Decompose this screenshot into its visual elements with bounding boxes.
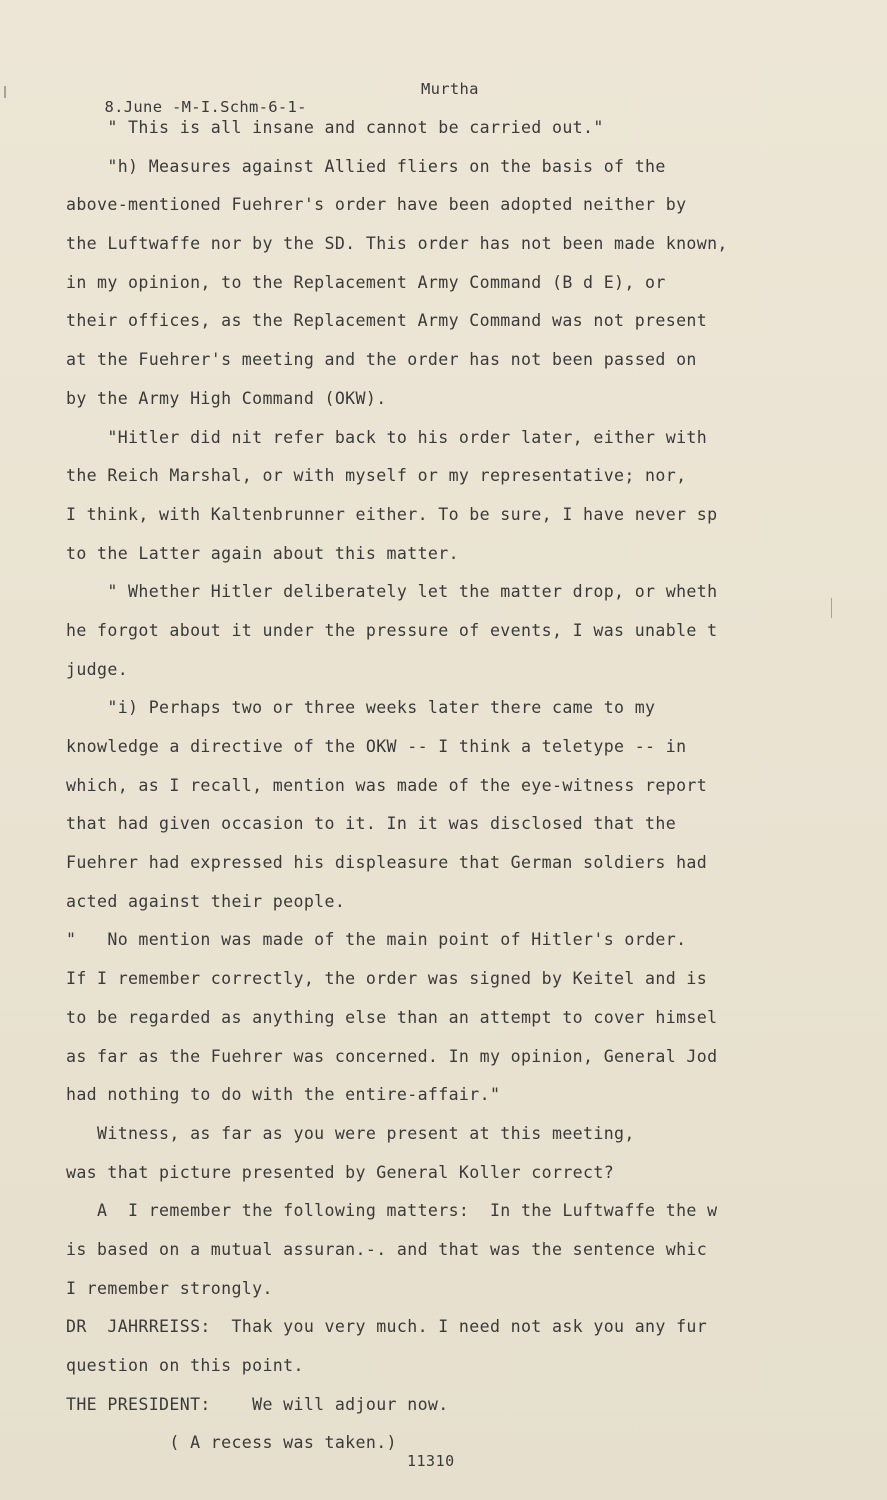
text-line: the Reich Marshal, or with myself or my representative; nor, [66, 466, 687, 486]
transcript-body [66, 113, 811, 1453]
text-line: had nothing to do with the entire-affair." [66, 1085, 501, 1105]
text-line: at the Fuehrer's meeting and the order has not been passed on [66, 350, 697, 370]
text-line: If I remember correctly, the order was signed by Keitel and is [66, 969, 708, 989]
text-line: in my opinion, to the Replacement Army Command (B d E), or [66, 272, 666, 292]
text-line: ( A recess was taken.) [66, 1433, 397, 1453]
text-line: " No mention was made of the main point of Hitler's order. [66, 930, 687, 950]
text-line: acted against their people. [66, 891, 346, 911]
text-line: Fuehrer had expressed his displeasure that German soldiers had [66, 853, 708, 873]
text-line: as far as the Fuehrer was concerned. In my opinion, General Jod [66, 1046, 718, 1066]
text-line: DR JAHRREISS: Thak you very much. I need not ask you any fur [66, 1317, 708, 1337]
text-line: "Hitler did nit refer back to his order later, either with [66, 427, 708, 447]
transcript-reference: 8.June -M-I.Schm-6-1- [104, 98, 307, 116]
text-line: that had given occasion to it. In it was disclosed that the [66, 814, 677, 834]
text-line: judge. [66, 659, 129, 679]
text-line: he forgot about it under the pressure of events, I was unable t [66, 620, 718, 640]
page-number: 11310 [407, 1452, 455, 1470]
text-line: which, as I recall, mention was made of the eye-witness report [66, 775, 708, 795]
text-line: was that picture presented by General Koller correct? [66, 1162, 615, 1182]
speaker-name: Murtha [421, 80, 479, 98]
text-line: knowledge a directive of the OKW -- I think a teletype -- in [66, 737, 687, 756]
text-line: is based on a mutual assuran.-. and that was the sentence whic [66, 1239, 708, 1259]
text-line: "i) Perhaps two or three weeks later there came to my [66, 698, 656, 718]
text-line: "h) Measures against Allied fliers on the basis of the [66, 156, 666, 176]
text-line: their offices, as the Replacement Army Command was not present [66, 311, 708, 331]
text-line: the Luftwaffe nor by the SD. This order has not been made known, [66, 234, 728, 254]
text-line: I think, with Kaltenbrunner either. To be sure, I have never sp [66, 504, 718, 524]
text-line: " This is all insane and cannot be carried out." [66, 118, 604, 137]
text-line: " Whether Hitler deliberately let the matter drop, or wheth [66, 582, 718, 602]
text-line: THE PRESIDENT: We will adjour now. [66, 1394, 449, 1414]
left-edge-mark [4, 86, 6, 98]
text-line: A I remember the following matters: In the Luftwaffe the w [66, 1201, 718, 1221]
text-line: question on this point. [66, 1356, 304, 1375]
text-line: to be regarded as anything else than an attempt to cover himsel [66, 1007, 718, 1027]
text-line: to the Latter again about this matter. [66, 543, 459, 563]
text-line: Witness, as far as you were present at this meeting, [66, 1123, 635, 1143]
text-line: I remember strongly. [66, 1278, 273, 1298]
text-line: above-mentioned Fuehrer's order have been adopted neither by [66, 195, 687, 215]
text-line: by the Army High Command (OKW). [66, 388, 387, 408]
right-edge-mark [831, 598, 832, 618]
